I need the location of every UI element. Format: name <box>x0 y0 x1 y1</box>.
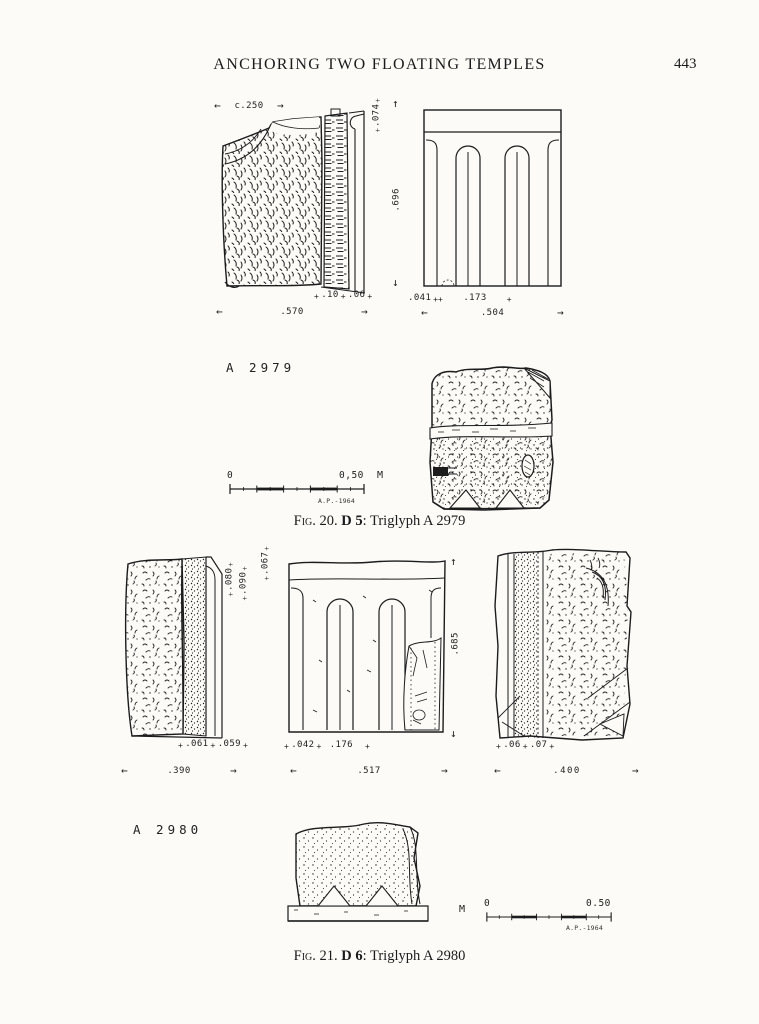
fig21-face-view-drawing <box>284 818 432 930</box>
dim-rot-edge-height <box>373 95 382 133</box>
dim-label-mid-b2: .176 <box>329 740 353 750</box>
dim-tick-icon <box>367 293 372 301</box>
dim-tick-icon <box>241 596 249 601</box>
dim-label-front-width: .504 <box>480 307 505 318</box>
dim-tick-icon <box>227 562 235 567</box>
dim-row-front-edge <box>408 294 439 303</box>
fig21-left-side-view-drawing <box>118 552 236 746</box>
fig20-front-elevation-drawing <box>420 100 565 292</box>
caption-text: : Triglyph A 2979 <box>362 513 466 529</box>
scalebar-zero: 0 <box>227 470 234 481</box>
fig21-front-elevation-drawing <box>283 550 451 740</box>
dim-arrow-left-icon <box>214 100 221 112</box>
caption-plate-code: D 6 <box>341 948 363 964</box>
dim-row-mid-width <box>290 765 448 777</box>
dim-arrow-right-icon <box>557 307 564 319</box>
scalebar2-zero: 0 <box>484 898 491 909</box>
caption-fig-number: Fig. 21. <box>293 948 342 964</box>
dim-label-front-edge: .041 <box>408 293 432 303</box>
dim-tick-icon <box>523 743 528 751</box>
dim-row-left-bands <box>178 740 248 749</box>
fig21-right-side-view-drawing <box>490 546 640 746</box>
dim-tick-icon <box>341 293 346 301</box>
dim-tick-icon <box>374 98 382 103</box>
dim-tick-icon <box>438 296 443 304</box>
running-head-title: ANCHORING TWO FLOATING TEMPLES <box>213 56 546 73</box>
dim-tick-icon <box>263 546 271 551</box>
dim-tick-icon <box>317 743 322 751</box>
scalebar2-unit: M <box>459 904 467 915</box>
dim-arrow-left-icon <box>290 765 297 777</box>
dim-tick-icon <box>496 743 501 751</box>
fig20-side-view-drawing <box>215 102 367 298</box>
dim-arrow-left-icon <box>216 306 223 318</box>
dim-row-side-width <box>216 306 368 318</box>
scalebar-unit: M <box>377 470 385 481</box>
scalebar2-credit: A.P.-1964 <box>566 924 604 932</box>
dim-label-left-width: .390 <box>167 765 191 776</box>
scalebar2-graphic <box>485 911 613 923</box>
dim-label-mid-edge: .067 <box>260 551 271 575</box>
dim-label-mid-width: .517 <box>357 765 381 776</box>
dim-label-front-glyph: .173 <box>463 293 487 303</box>
scalebar2-end: 0.50 <box>586 898 611 909</box>
dim-arrow-right-icon <box>230 765 237 777</box>
caption-plate-code: D 5 <box>341 513 363 529</box>
caption-fig-number: Fig. 20. <box>293 513 342 529</box>
dim-label-left-band2: .090 <box>238 571 249 595</box>
dim-row-left-width <box>121 765 237 777</box>
dim-label-edge-height: .074 <box>371 103 382 127</box>
figure-20-caption <box>0 513 759 530</box>
caption-text: : Triglyph A 2980 <box>362 948 466 964</box>
dim-arrow-left-icon <box>121 765 128 777</box>
dim-tick-icon <box>263 576 271 581</box>
dim-row-top-width <box>214 100 284 112</box>
dim-arrow-right-icon <box>277 100 284 112</box>
dim-tick-icon <box>241 566 249 571</box>
dim-tick-icon <box>374 128 382 133</box>
dim-rot-mid-edge <box>262 543 271 581</box>
dim-label-height: .696 <box>391 188 402 212</box>
scalebar-credit: A.P.-1964 <box>318 497 356 505</box>
scalebar-end: 0,50 <box>339 470 364 481</box>
fig20-face-view-drawing <box>424 362 558 514</box>
dim-label-left-band1: .080 <box>224 567 235 591</box>
dim-tick-icon <box>284 743 289 751</box>
dim-arrow-right-icon <box>632 765 640 777</box>
figure-21-caption <box>0 948 759 965</box>
dim-label-right-width: .400 <box>553 765 581 776</box>
dim-tick-icon <box>243 742 248 750</box>
dim-rot-height <box>393 180 402 212</box>
dim-arrow-right-icon <box>361 306 368 318</box>
artifact-label-a2980: A 2980 <box>133 822 203 837</box>
dim-tick-icon <box>211 742 216 750</box>
artifact-label-a2979: A 2979 <box>226 360 296 375</box>
dim-tick-icon <box>549 743 554 751</box>
scalebar-graphic <box>228 483 366 495</box>
dim-rot-left-band1 <box>226 557 235 597</box>
dim-tick-icon <box>178 742 183 750</box>
dim-label-side-width: .570 <box>280 306 304 317</box>
dim-arrow-right-icon <box>441 765 448 777</box>
dim-arrow-left-icon <box>494 765 502 777</box>
dim-label-left-b1: .061 <box>185 739 209 749</box>
dim-row-side-bands <box>314 291 373 300</box>
dim-label-side-band1: .10 <box>321 290 339 300</box>
dim-tick-icon <box>227 592 235 597</box>
dim-label-height-21: .685 <box>450 632 461 656</box>
dim-tick-icon <box>507 296 512 304</box>
dim-label-side-band2: .06 <box>347 290 366 300</box>
dim-row-front-width <box>421 307 564 319</box>
dim-arrow-up-icon <box>450 556 457 568</box>
dim-row-mid-bands <box>284 741 370 750</box>
dim-label-left-b2: .059 <box>217 739 241 749</box>
dim-label-right-b2: .07 <box>529 740 548 750</box>
dim-tick-icon <box>365 743 370 751</box>
dim-arrow-down-icon <box>450 728 457 740</box>
dim-rot-height-21 <box>452 624 461 656</box>
dim-rot-left-band2 <box>240 561 249 601</box>
page-number: 443 <box>674 56 697 72</box>
dim-arrow-left-icon <box>421 307 428 319</box>
dim-label-top-width: c.250 <box>234 100 264 111</box>
dim-label-mid-b1: .042 <box>291 740 315 750</box>
dim-label-right-b1: .06 <box>503 740 521 750</box>
dim-tick-icon <box>314 293 319 301</box>
dim-row-right-width <box>494 765 640 777</box>
dim-row-front-glyph <box>438 294 512 303</box>
dim-row-right-bands <box>496 741 555 750</box>
dim-arrow-up-icon <box>392 98 399 110</box>
dim-arrow-down-icon <box>392 277 399 289</box>
